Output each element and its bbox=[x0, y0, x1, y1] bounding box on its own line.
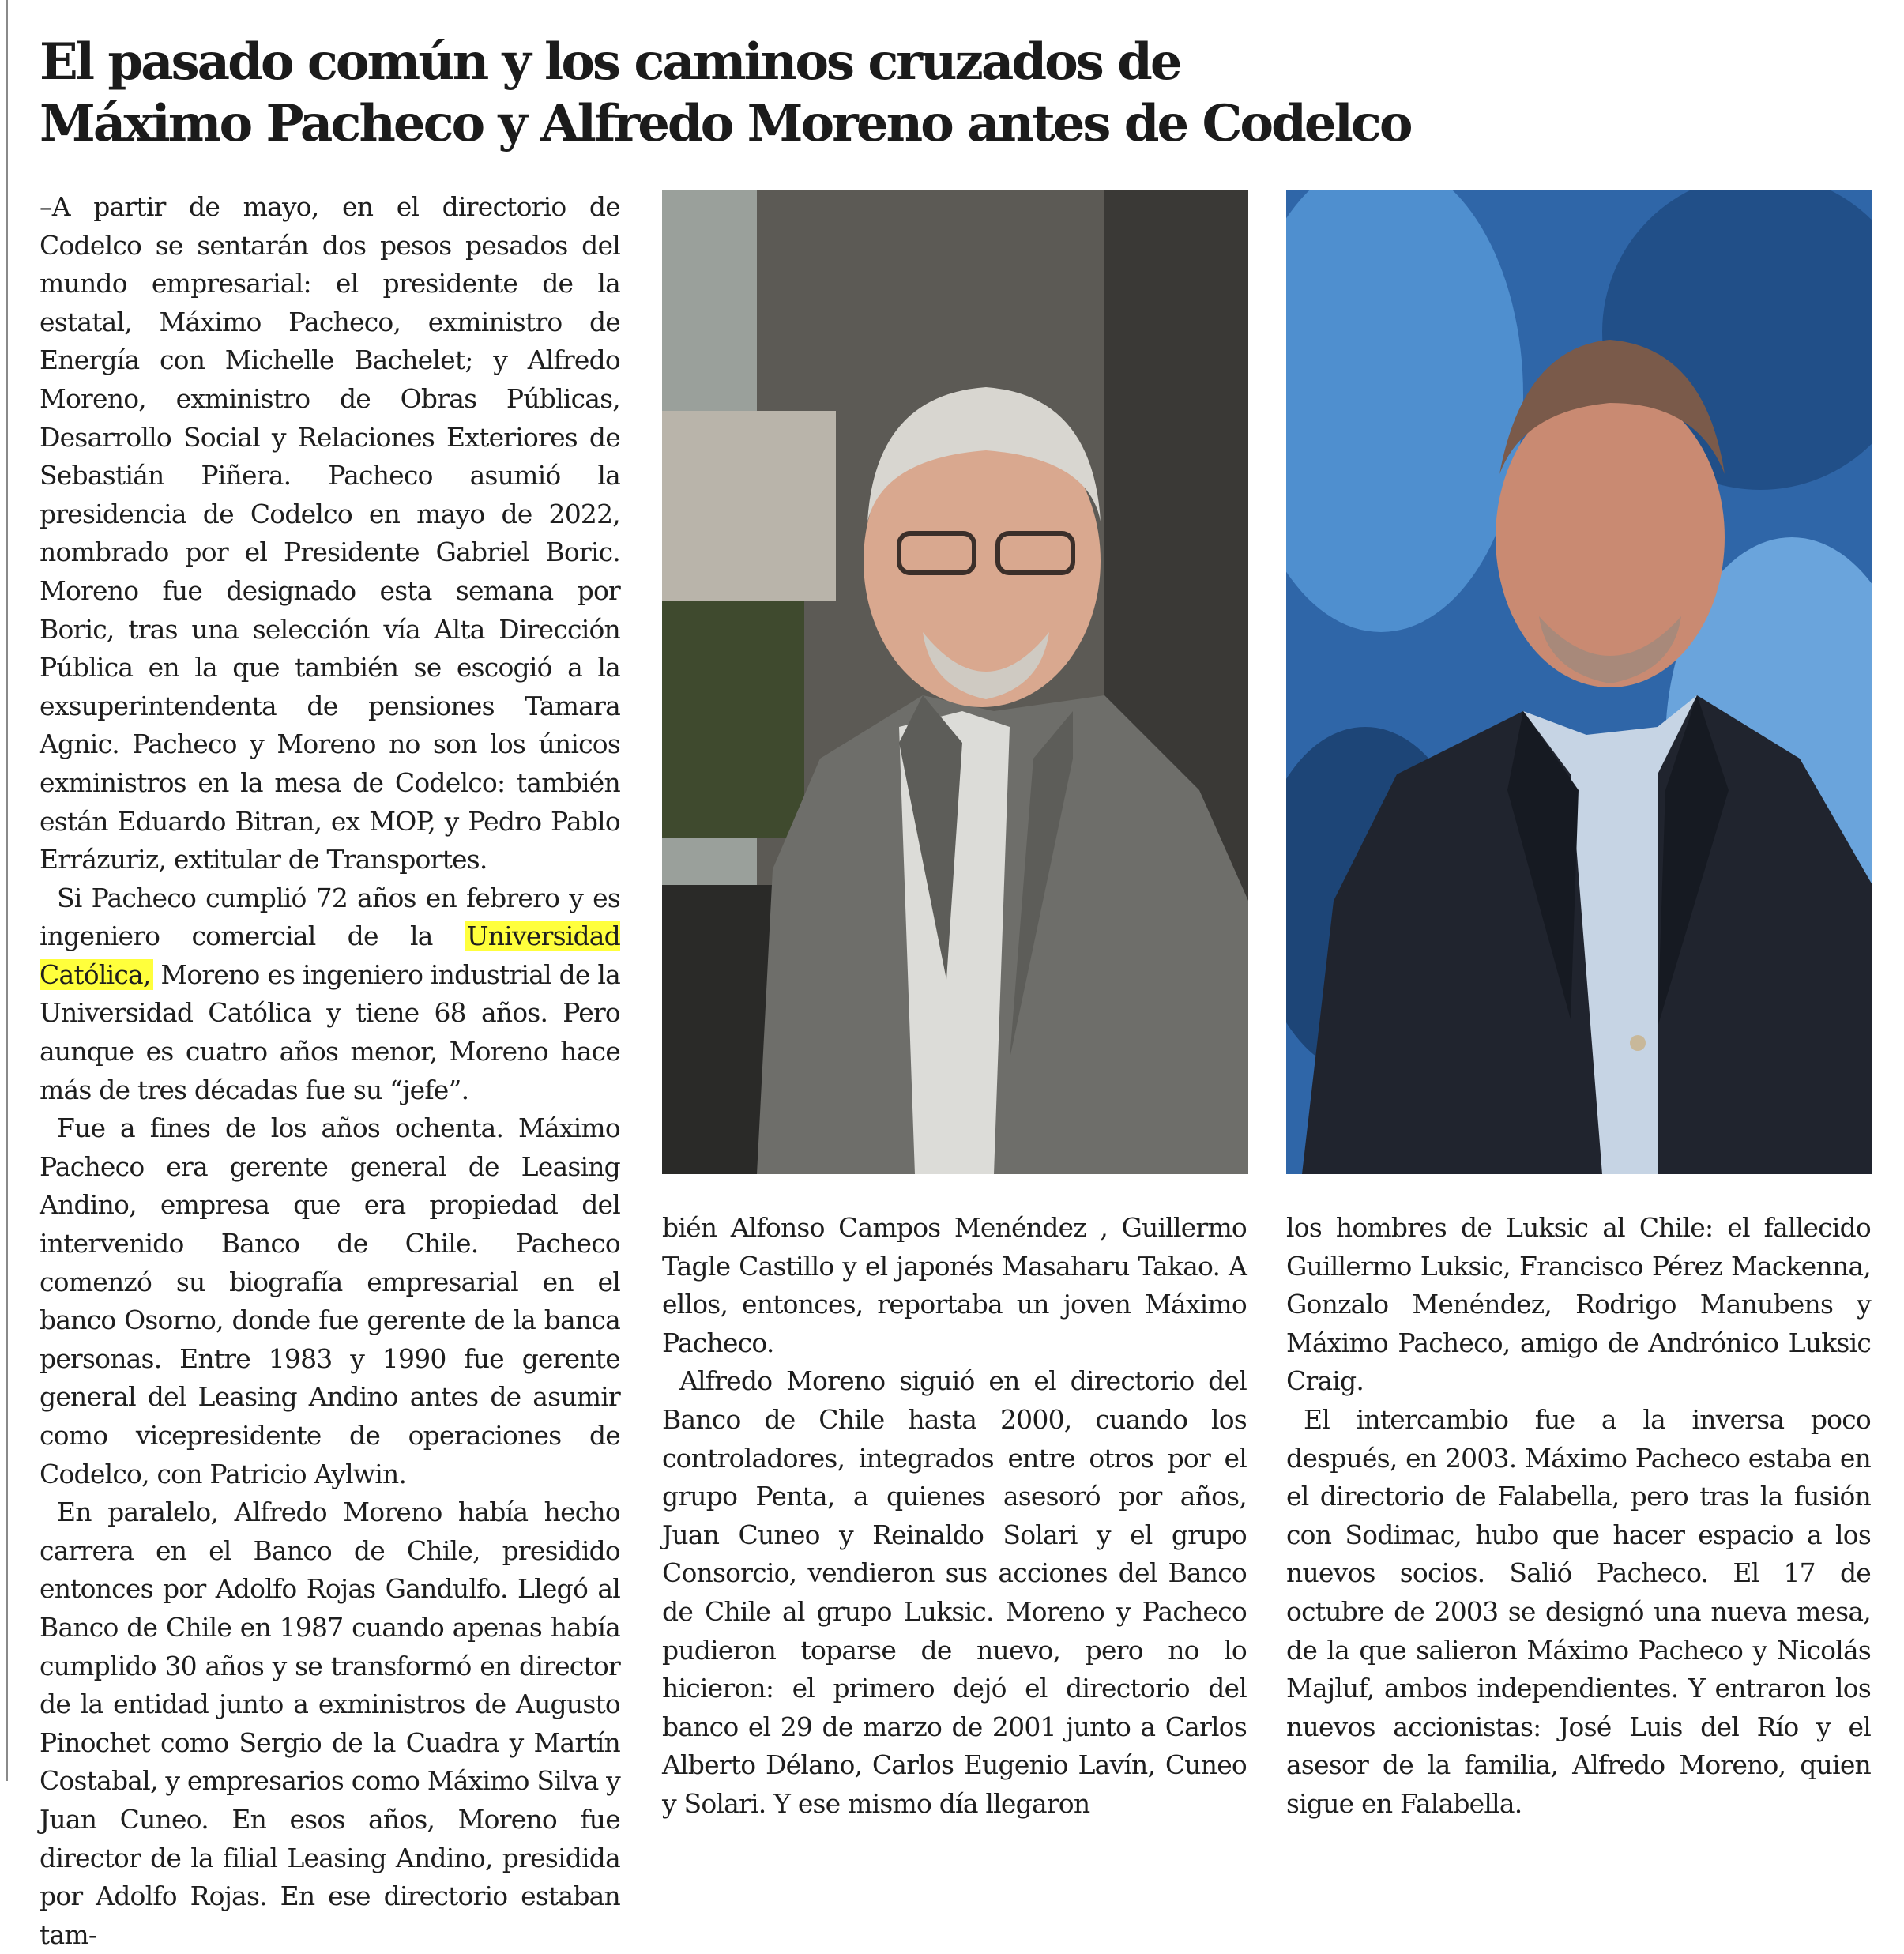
highlighted-text: Universidad Católica, bbox=[40, 921, 620, 990]
paragraph-text: Si Pacheco cumplió 72 años en febrero y es ingeniero comercial de la bbox=[40, 882, 620, 952]
article-column-3 bbox=[1286, 1209, 1871, 1824]
portrait-photo-icon bbox=[662, 190, 1248, 1174]
column-rule bbox=[6, 0, 8, 1781]
paragraph: Alfredo Moreno siguió en el directorio del Banco de Chile hasta 2000, cuando los controladores, integrados entre otros por el grupo Penta, a quienes asesoró por años, Juan Cuneo y Reinaldo Solari y el grupo Consorcio, vendieron sus acciones del Banco de Chile al grupo Luksic. Moreno y Pacheco pudieron toparse de nuevo, pero no lo hicieron: el primero dejó el directorio del banco el 29 de marzo de 2001 junto a Carlos Alberto Délano, Carlos Eugenio Lavín, Cuneo y Solari. Y ese mismo día llegaron bbox=[662, 1365, 1247, 1819]
photo-maximo-pacheco bbox=[662, 190, 1248, 1174]
photo-alfredo-moreno bbox=[1286, 190, 1872, 1174]
paragraph: En paralelo, Alfredo Moreno había hecho carrera en el Banco de Chile, presidido entonces por Adolfo Rojas Gandulfo. Llegó al Banco de Chile en 1987 cuando apenas había cumplido 30 años y se transformó en director de la entidad junto a exministros de Augusto Pinochet como Sergio de la Cuadra y Martín Costabal, y empresarios como Máximo Silva y Juan Cuneo. En esos años, Moreno fue director de la filial Leasing Andino, presidida por Adolfo Rojas. En ese directorio estaban tam- bbox=[40, 1497, 620, 1950]
paragraph: El intercambio fue a la inversa poco después, en 2003. Máximo Pacheco estaba en el directorio de Falabella, pero tras la fusión con Sodimac, hubo que hacer espacio a los nuevos socios. Salió Pacheco. El 17 de octubre de 2003 se designó una nueva mesa, de la que salieron Máximo Pacheco y Nicolás Majluf, ambos independientes. Y entraron los nuevos accionistas: José Luis del Río y el asesor de la familia, Alfredo Moreno, quien sigue en Falabella. bbox=[1286, 1403, 1871, 1819]
paragraph: bién Alfonso Campos Menéndez , Guillermo Tagle Castillo y el japonés Masaharu Takao. A ellos, entonces, reportaba un joven Máximo Pacheco. bbox=[662, 1212, 1247, 1358]
paragraph bbox=[40, 879, 620, 1110]
headline-line-2: Máximo Pacheco y Alfredo Moreno antes de Codelco bbox=[40, 94, 1411, 153]
paragraph-text: Moreno es ingeniero industrial de la Universidad Católica y tiene 68 años. Pero aunque es cuatro años menor, Moreno hace más de tres décadas fue su “jefe”. bbox=[40, 958, 620, 1105]
article-column-1 bbox=[40, 188, 620, 1954]
paragraph: –A partir de mayo, en el directorio de Codelco se sentarán dos pesos pesados del mundo empresarial: el presidente de la estatal, Máximo Pacheco, exministro de Energía con Michelle Bachelet; y Alfredo Moreno, exministro de Obras Públicas, Desarrollo Social y Relaciones Exteriores de Sebastián Piñera. Pacheco asumió la presidencia de Codelco en mayo de 2022, nombrado por el Presidente Gabriel Boric. Moreno fue designado esta semana por Boric, tras una selección vía Alta Dirección Pública en la que también se escogió a la exsuperintendenta de pensiones Tamara Agnic. Pacheco y Moreno no son los únicos exministros en la mesa de Codelco: también están Eduardo Bitran, ex MOP, y Pedro Pablo Errázuriz, extitular de Transportes. bbox=[40, 191, 620, 875]
headline bbox=[40, 32, 1857, 155]
paragraph: los hombres de Luksic al Chile: el fallecido Guillermo Luksic, Francisco Pérez Mackenna, Gonzalo Menéndez, Rodrigo Manubens y Máximo Pacheco, amigo de Andrónico Luksic Craig. bbox=[1286, 1212, 1871, 1397]
portrait-photo-icon bbox=[1286, 190, 1872, 1174]
article-column-2 bbox=[662, 1209, 1247, 1824]
headline-line-1: El pasado común y los caminos cruzados de bbox=[40, 32, 1180, 92]
paragraph: Fue a fines de los años ochenta. Máximo Pacheco era gerente general de Leasing Andino, empresa que era propiedad del intervenido Banco de Chile. Pacheco comenzó su biografía empresarial en el banco Osorno, donde fue gerente de la banca personas. Entre 1983 y 1990 fue gerente general del Leasing Andino antes de asumir como vicepresidente de operaciones de Codelco, con Patricio Aylwin. bbox=[40, 1113, 620, 1489]
